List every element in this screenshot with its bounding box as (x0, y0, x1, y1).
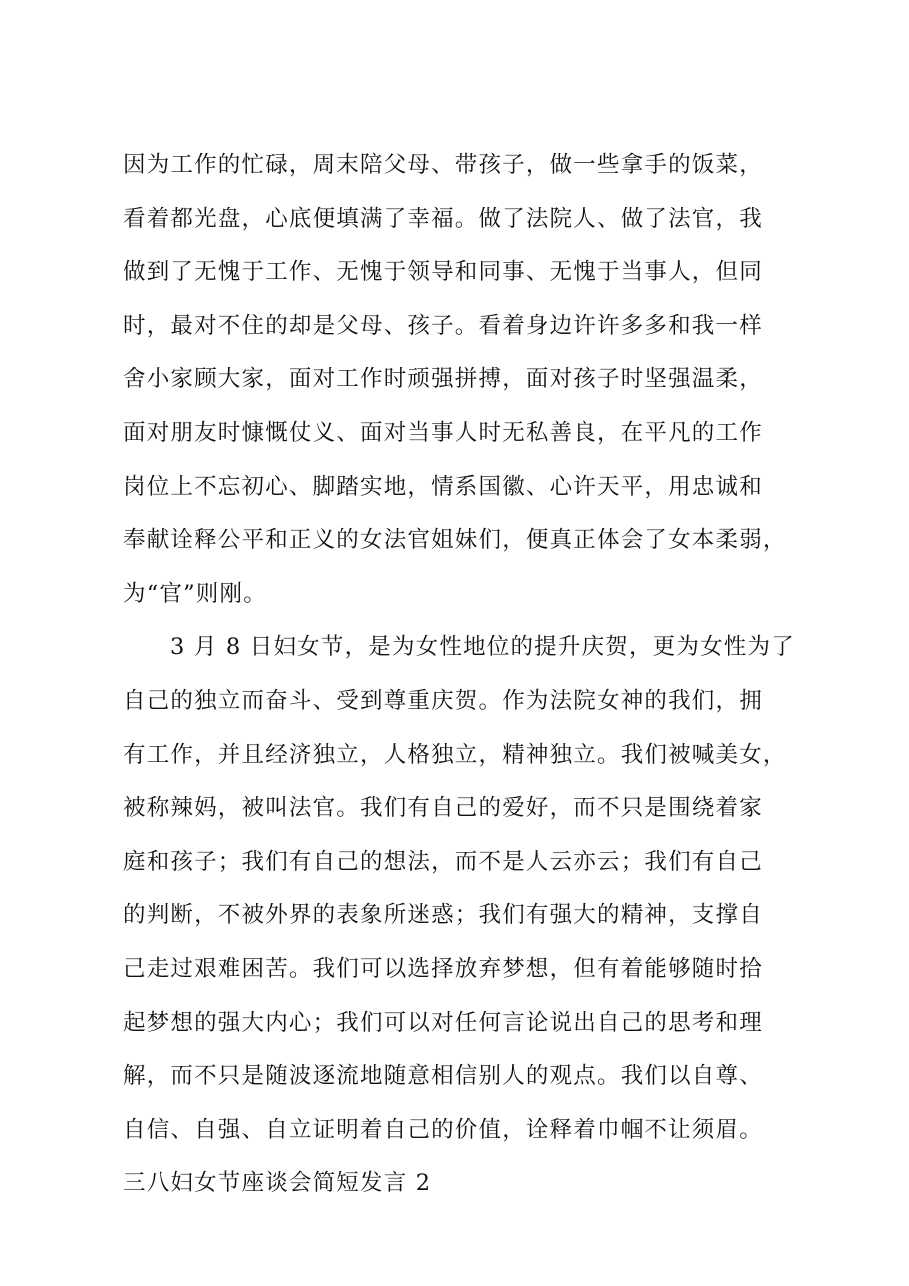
paragraph-1-line: 做到了无愧于工作、无愧于领导和同事、无愧于当事人，但同 (123, 259, 763, 285)
paragraph-2-line: 有工作，并且经济独立，人格独立，精神独立。我们被喊美女， (123, 742, 787, 768)
paragraph-2-line: 自信、自强、自立证明着自己的价值，诠释着巾帼不让须眉。 (123, 1117, 763, 1143)
paragraph-2-line: 己走过艰难困苦。我们可以选择放弃梦想，但有着能够随时拾 (123, 956, 763, 982)
paragraph-1-line: 面对朋友时慷慨仗义、面对当事人时无私善良，在平凡的工作 (123, 420, 763, 446)
paragraph-2-line: 的判断，不被外界的表象所迷惑；我们有强大的精神，支撑自 (123, 902, 763, 928)
paragraph-1-line: 为“官”则刚。 (123, 581, 267, 607)
paragraph-2-line: 起梦想的强大内心；我们可以对任何言论说出自己的思考和理 (123, 1010, 763, 1036)
section-heading: 三八妇女节座谈会简短发言 2 (123, 1170, 432, 1196)
paragraph-1-line: 岗位上不忘初心、脚踏实地，情系国徽、心许天平，用忠诚和 (123, 474, 763, 500)
paragraph-2-line: 庭和孩子；我们有自己的想法，而不是人云亦云；我们有自己 (123, 849, 763, 875)
paragraph-2-line: 被称辣妈，被叫法官。我们有自己的爱好，而不只是围绕着家 (123, 795, 763, 821)
paragraph-1-line: 舍小家顾大家，面对工作时顽强拼搏，面对孩子时坚强温柔， (123, 366, 763, 392)
paragraph-2-line: 自己的独立而奋斗、受到尊重庆贺。作为法院女神的我们，拥 (123, 688, 763, 714)
paragraph-2-line: 解，而不只是随波逐流地随意相信别人的观点。我们以自尊、 (123, 1063, 763, 1089)
paragraph-1-line: 因为工作的忙碌，周末陪父母、带孩子，做一些拿手的饭菜， (123, 152, 763, 178)
paragraph-1-line: 时，最对不住的却是父母、孩子。看着身边许许多多和我一样 (123, 313, 763, 339)
paragraph-1-line: 看着都光盘，心底便填满了幸福。做了法院人、做了法官，我 (123, 206, 763, 232)
paragraph-1-line: 奉献诠释公平和正义的女法官姐妹们，便真正体会了女本柔弱， (123, 527, 787, 553)
paragraph-2-line: 3 月 8 日妇女节，是为女性地位的提升庆贺，更为女性为了 (170, 634, 795, 660)
